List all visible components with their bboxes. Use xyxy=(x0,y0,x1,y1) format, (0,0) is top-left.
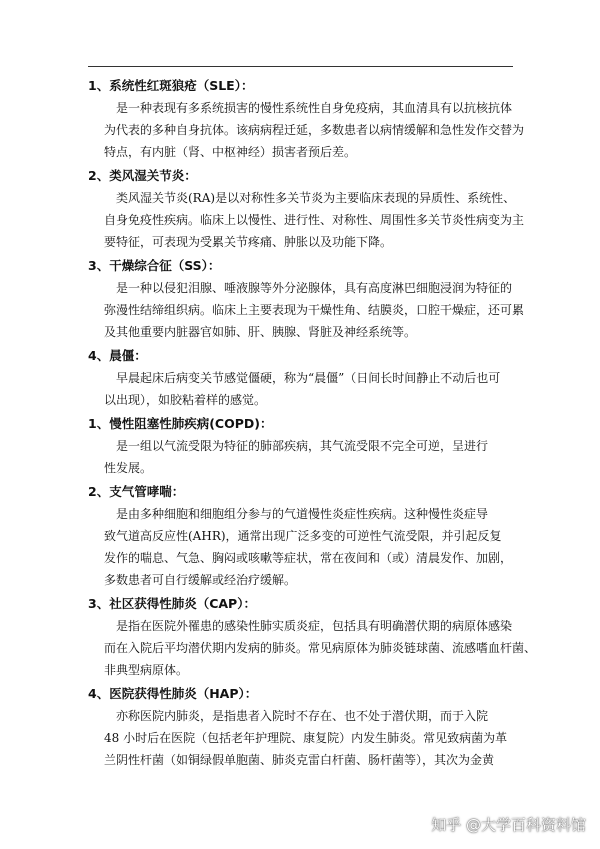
paragraph-line: 是指在医院外罹患的感染性肺实质炎症，包括具有明确潜伏期的病原体感染 xyxy=(116,619,513,633)
watermark: 知乎 @大学百科资料馆 xyxy=(431,816,586,834)
paragraph-line: 及其他重要内脏器官如肺、肝、胰腺、肾脏及神经系统等。 xyxy=(104,325,417,339)
section-heading: 2、类风湿关节炎： xyxy=(88,168,197,183)
paragraph-line: 发作的喘息、气急、胸闷或咳嗽等症状，常在夜间和（或）清晨发作、加剧， xyxy=(104,551,513,565)
paragraph-line: 为代表的多种自身抗体。该病病程迁延，多数患者以病情缓解和急性发作交替为 xyxy=(104,123,525,137)
paragraph-line: 是一种以侵犯泪腺、唾液腺等外分泌腺体，具有高度淋巴细胞浸润为特征的 xyxy=(116,281,513,295)
section-heading: 1、慢性阻塞性肺疾病(COPD)： xyxy=(88,416,273,431)
paragraph-line: 以出现），如胶粘着样的感觉。 xyxy=(104,393,267,407)
paragraph-line: 性发展。 xyxy=(104,461,153,475)
section-heading: 4、晨僵： xyxy=(88,348,147,363)
paragraph-line: 自身免疫性疾病。临床上以慢性、进行性、对称性、周围性多关节炎性病变为主 xyxy=(104,213,525,227)
paragraph-line: 亦称医院内肺炎，是指患者入院时不存在、也不处于潜伏期，而于入院 xyxy=(116,709,489,723)
section-paragraph xyxy=(88,277,525,343)
paragraph-line: 特点，有内脏（肾、中枢神经）损害者预后差。 xyxy=(104,145,357,159)
section-paragraph xyxy=(88,435,516,479)
paragraph-line: 要特征，可表现为受累关节疼痛、肿胀以及功能下降。 xyxy=(104,235,393,249)
section-paragraph xyxy=(88,503,516,591)
section-paragraph xyxy=(88,705,516,771)
paragraph-line: 是一组以气流受限为特征的肺部疾病，其气流受限不完全可逆，呈进行 xyxy=(116,439,489,453)
paragraph-line: 非典型病原体。 xyxy=(104,663,189,677)
section-heading: 4、医院获得性肺炎（HAP）： xyxy=(88,686,258,701)
paragraph-line: 致气道高反应性(AHR)，通常出现广泛多变的可逆性气流受限，并引起反复 xyxy=(104,529,502,543)
paragraph-line: 早晨起床后病变关节感觉僵硬，称为“晨僵”（日间长时间静止不动后也可 xyxy=(116,371,501,385)
paragraph-line: 兰阴性杆菌（如铜绿假单胞菌、肺炎克雷白杆菌、肠杆菌等），其次为金黄 xyxy=(104,753,495,767)
paragraph-line: 是一种表现有多系统损害的慢性系统性自身免疫病，其血清具有以抗核抗体 xyxy=(116,101,513,115)
section-paragraph xyxy=(88,615,537,681)
paragraph-line: 48 小时后在医院（包括老年护理院、康复院）内发生肺炎。常见致病菌为革 xyxy=(104,731,508,745)
section-paragraph xyxy=(88,367,516,411)
section-heading: 2、支气管哮喘： xyxy=(88,484,185,499)
section-heading: 3、社区获得性肺炎（CAP）： xyxy=(88,596,256,611)
paragraph-line: 多数患者可自行缓解或经治疗缓解。 xyxy=(104,573,297,587)
paragraph-line: 而在入院后平均潜伏期内发病的肺炎。常见病原体为肺炎链球菌、流感嗜血杆菌、 xyxy=(104,641,537,655)
paragraph-line: 弥漫性结缔组织病。临床上主要表现为干燥性角、结膜炎，口腔干燥症，还可累 xyxy=(104,303,525,317)
section-paragraph xyxy=(88,97,525,163)
document-body xyxy=(88,76,537,774)
section-heading: 3、干燥综合征（SS）： xyxy=(88,258,221,273)
paragraph-line: 类风湿关节炎(RA)是以对称性多关节炎为主要临床表现的异质性、系统性、 xyxy=(116,191,516,205)
paragraph-line: 是由多种细胞和细胞组分参与的气道慢性炎症性疾病。这种慢性炎症导 xyxy=(116,507,489,521)
top-rule xyxy=(88,66,513,67)
section-paragraph xyxy=(88,187,525,253)
section-heading: 1、系统性红斑狼疮（SLE）： xyxy=(88,78,254,93)
